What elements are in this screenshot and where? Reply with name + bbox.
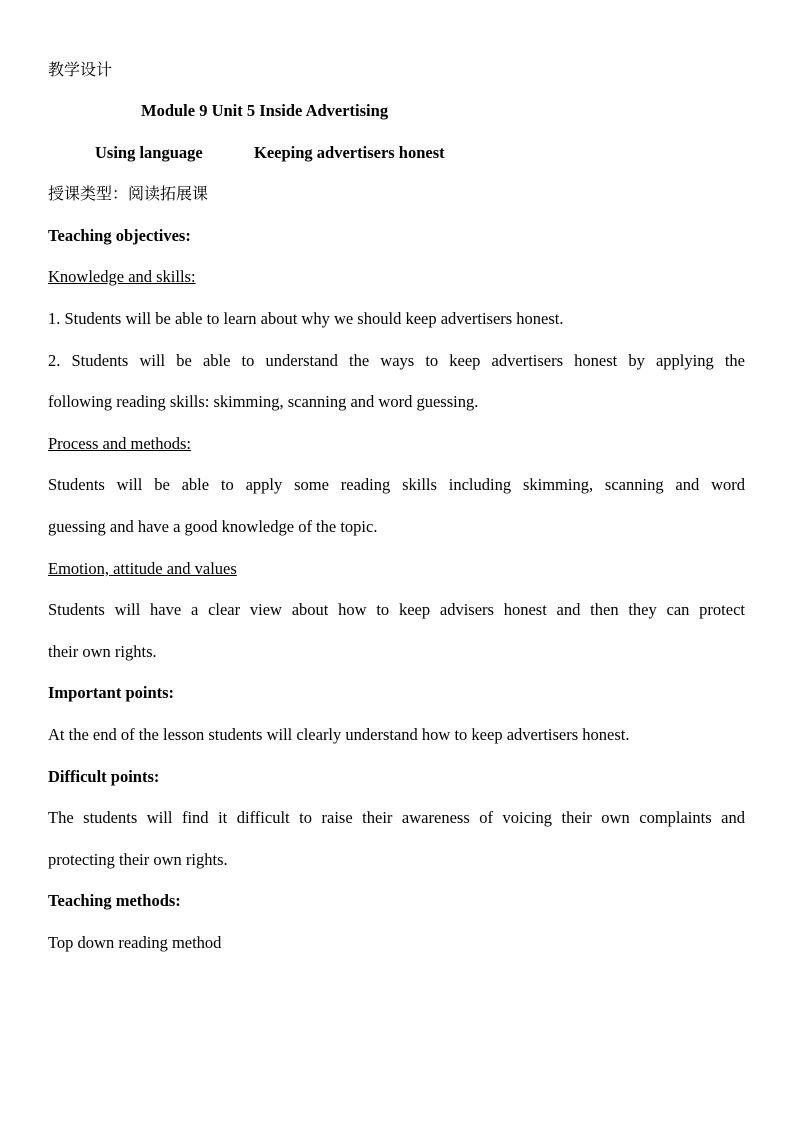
difficult-line-1: The students will find it difficult to raise their awareness of voicing their own complaints and	[48, 808, 745, 827]
knowledge-heading: Knowledge and skills:	[48, 267, 196, 286]
emotion-line-2: their own rights.	[48, 642, 157, 661]
objectives-heading: Teaching objectives:	[48, 226, 191, 245]
difficult-line-2: protecting their own rights.	[48, 850, 228, 869]
process-line-2: guessing and have a good knowledge of the topic.	[48, 517, 378, 536]
methods-heading: Teaching methods:	[48, 891, 181, 910]
knowledge-item-2-cont: following reading skills: skimming, scanning and word guessing.	[48, 392, 479, 411]
subtitle-left: Using language	[95, 143, 203, 162]
process-heading: Process and methods:	[48, 434, 191, 453]
subtitle-right: Keeping advertisers honest	[254, 143, 445, 162]
knowledge-item-2: 2. Students will be able to understand the ways to keep advertisers honest by applying the	[48, 351, 745, 370]
emotion-heading: Emotion, attitude and values	[48, 559, 237, 578]
difficult-heading: Difficult points:	[48, 767, 160, 786]
emotion-line-1: Students will have a clear view about how to keep advisers honest and then they can protect	[48, 600, 745, 619]
heading-cn: 教学设计	[48, 60, 113, 79]
important-heading: Important points:	[48, 683, 175, 702]
process-line-1: Students will be able to apply some reading skills including skimming, scanning and word	[48, 475, 745, 494]
lesson-type: 授课类型：阅读拓展课	[48, 184, 209, 203]
important-text: At the end of the lesson students will clearly understand how to keep advertisers honest.	[48, 725, 630, 744]
module-title: Module 9 Unit 5 Inside Advertising	[141, 101, 389, 120]
methods-text: Top down reading method	[48, 933, 222, 952]
knowledge-item-1: 1. Students will be able to learn about why we should keep advertisers honest.	[48, 309, 564, 328]
